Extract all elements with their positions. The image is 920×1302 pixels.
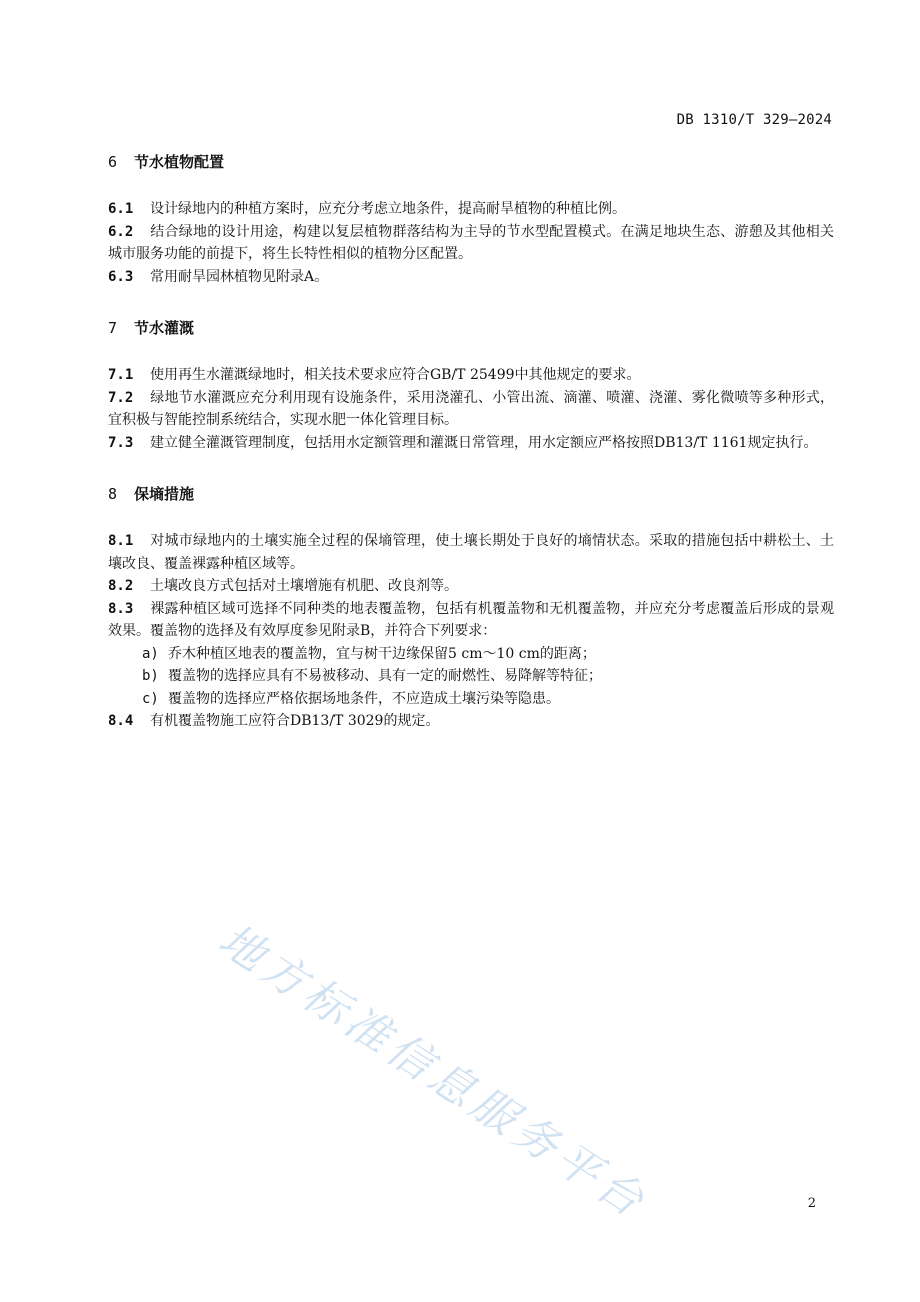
clause-text: 土壤改良方式包括对土壤增施有机肥、改良剂等。	[150, 578, 458, 594]
clause-7-3	[108, 432, 834, 455]
document-code: DB 1310/T 329—2024	[676, 112, 832, 128]
clause-text: 有机覆盖物施工应符合DB13/T 3029的规定。	[150, 713, 440, 729]
clause-text: 绿地节水灌溉应充分利用现有设施条件，采用浇灌孔、小管出流、滴灌、喷灌、浇灌、雾化微喷等多种形式，宜积极与智能控制系统结合，实现水肥一体化管理目标。	[108, 389, 834, 428]
list-marker: a)	[142, 645, 159, 662]
clause-number: 8.4	[108, 713, 134, 729]
clause-text: 建立健全灌溉管理制度，包括用水定额管理和灌溉日常管理，用水定额应严格按照DB13/T 1161规定执行。	[150, 434, 818, 451]
section-title: 节水灌溉	[134, 319, 195, 337]
clause-text: 使用再生水灌溉绿地时，相关技术要求应符合GB/T 25499中其他规定的要求。	[150, 367, 641, 383]
clause-8-1	[108, 530, 834, 575]
list-text: 乔木种植区地表的覆盖物，宜与树干边缘保留5 cm～10 cm的距离；	[168, 645, 596, 662]
clause-number: 7.3	[108, 434, 134, 451]
clause-number: 8.1	[108, 533, 134, 549]
section-title: 节水植物配置	[134, 153, 225, 171]
clause-number: 6.1	[108, 201, 134, 217]
clause-number: 8.2	[108, 578, 134, 594]
clause-number: 8.3	[108, 600, 134, 617]
clause-text: 对城市绿地内的土壤实施全过程的保墒管理，使土壤长期处于良好的墒情状态。采取的措施包括中耕松土、土壤改良、覆盖裸露种植区域等。	[108, 533, 834, 572]
document-body	[108, 152, 834, 733]
clause-6-2	[108, 221, 834, 266]
list-item-a	[108, 643, 834, 666]
page-number: 2	[807, 1196, 816, 1211]
watermark: 地方标准信息服务平台	[209, 914, 657, 1230]
section-6-heading	[108, 152, 834, 172]
clause-text: 结合绿地的设计用途，构建以复层植物群落结构为主导的节水型配置模式。在满足地块生态、游憩及其他相关城市服务功能的前提下，将生长特性相似的植物分区配置。	[108, 223, 834, 262]
list-marker: b)	[142, 668, 159, 684]
list-text: 覆盖物的选择应严格依据场地条件，不应造成土壤污染等隐患。	[168, 690, 560, 707]
clause-text: 设计绿地内的种植方案时，应充分考虑立地条件，提高耐旱植物的种植比例。	[150, 201, 626, 217]
clause-8-3	[108, 598, 834, 643]
clause-text: 常用耐旱园林植物见附录A。	[150, 268, 329, 285]
clause-number: 7.2	[108, 389, 134, 406]
clause-number: 6.3	[108, 268, 134, 285]
clause-6-3	[108, 266, 834, 289]
section-number: 7	[108, 319, 118, 337]
clause-8-2	[108, 575, 834, 598]
section-number: 6	[108, 153, 118, 171]
list-text: 覆盖物的选择应具有不易被移动、具有一定的耐燃性、易降解等特征；	[168, 668, 602, 684]
clause-8-4	[108, 710, 834, 733]
clause-number: 7.1	[108, 367, 134, 383]
list-item-c	[108, 688, 834, 711]
section-title: 保墒措施	[134, 485, 195, 503]
section-7-heading	[108, 318, 834, 338]
section-number: 8	[108, 485, 118, 503]
list-marker: c)	[142, 690, 159, 707]
clause-7-1	[108, 364, 834, 387]
list-item-b	[108, 665, 834, 688]
section-8-heading	[108, 484, 834, 504]
clause-text: 裸露种植区域可选择不同种类的地表覆盖物，包括有机覆盖物和无机覆盖物，并应充分考虑覆盖后形成的景观效果。覆盖物的选择及有效厚度参见附录B，并符合下列要求：	[108, 600, 834, 639]
clause-7-2	[108, 387, 834, 432]
clause-6-1	[108, 198, 834, 221]
clause-number: 6.2	[108, 223, 134, 240]
